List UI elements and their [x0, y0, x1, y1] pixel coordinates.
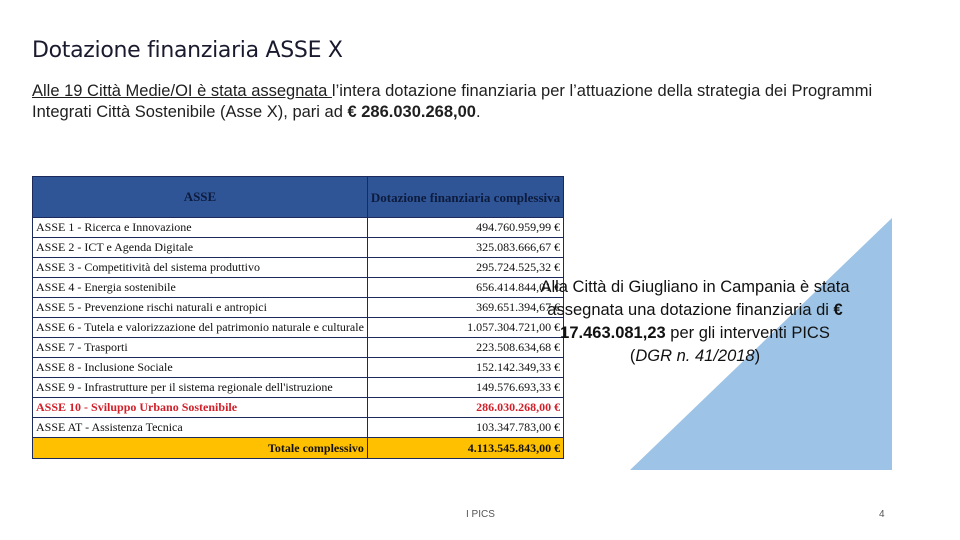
callout-text	[520, 276, 870, 368]
row-asse: ASSE 5 - Prevenzione rischi naturali e antropici	[33, 298, 368, 318]
row-value: 656.414.844,01 €	[367, 278, 563, 298]
row-value: 152.142.349,33 €	[367, 358, 563, 378]
row-asse: ASSE 10 - Sviluppo Urbano Sostenibile	[33, 398, 368, 418]
row-value: 286.030.268,00 €	[367, 398, 563, 418]
callout-line2: per gli interventi PICS	[665, 324, 830, 342]
table-row	[33, 338, 564, 358]
callout-close: )	[754, 347, 761, 365]
row-value: 103.347.783,00 €	[367, 418, 563, 438]
row-asse: ASSE 1 - Ricerca e Innovazione	[33, 218, 368, 238]
table-total-row	[33, 438, 564, 459]
row-asse: ASSE 6 - Tutela e valorizzazione del patrimonio naturale e culturale	[33, 318, 368, 338]
row-value: 223.508.634,68 €	[367, 338, 563, 358]
row-asse: ASSE AT - Assistenza Tecnica	[33, 418, 368, 438]
row-asse: ASSE 2 - ICT e Agenda Digitale	[33, 238, 368, 258]
page-number: 4	[879, 509, 885, 520]
row-asse: ASSE 9 - Infrastrutture per il sistema regionale dell'istruzione	[33, 378, 368, 398]
row-value: 325.083.666,67 €	[367, 238, 563, 258]
callout-amount: € 17.463.081,23	[560, 301, 843, 342]
table-row	[33, 218, 564, 238]
table-row	[33, 298, 564, 318]
callout-line1: Alla Città di Giugliano in Campania è stata assegnata una dotazione finanziaria di	[540, 278, 850, 319]
row-value: 295.724.525,32 €	[367, 258, 563, 278]
row-value: 149.576.693,33 €	[367, 378, 563, 398]
table-row	[33, 358, 564, 378]
row-asse: ASSE 7 - Trasporti	[33, 338, 368, 358]
row-value: 1.057.304.721,00 €	[367, 318, 563, 338]
intro-underlined: Alle 19 Città Medie/OI è stata assegnata	[32, 82, 332, 100]
table-row	[33, 378, 564, 398]
table-row	[33, 418, 564, 438]
header-asse: ASSE	[33, 177, 368, 218]
table-row-highlighted	[33, 398, 564, 418]
table-row	[33, 318, 564, 338]
row-value: 494.760.959,99 €	[367, 218, 563, 238]
allocation-table	[32, 176, 561, 459]
row-asse: ASSE 8 - Inclusione Sociale	[33, 358, 368, 378]
slide-title: Dotazione finanziaria ASSE X	[32, 38, 343, 63]
table-row	[33, 258, 564, 278]
header-dotazione: Dotazione finanziaria complessiva	[367, 177, 563, 218]
intro-amount: € 286.030.268,00	[347, 103, 476, 121]
callout-dgr: DGR n. 41/2018	[635, 347, 755, 365]
table-row	[33, 238, 564, 258]
row-asse: ASSE 4 - Energia sostenibile	[33, 278, 368, 298]
callout-open: (	[629, 347, 636, 365]
table-header-row	[33, 177, 564, 218]
total-value: 4.113.545.843,00 €	[367, 438, 563, 459]
row-value: 369.651.394,67 €	[367, 298, 563, 318]
total-label: Totale complessivo	[33, 438, 368, 459]
row-asse: ASSE 3 - Competitività del sistema produttivo	[33, 258, 368, 278]
intro-end: .	[475, 103, 481, 121]
intro-text: l’intera dotazione finanziaria per l’attuazione della strategia dei Programmi Integrati Città Sostenibile (Asse X), pari ad	[32, 82, 873, 121]
intro-paragraph	[32, 81, 932, 123]
table-row	[33, 278, 564, 298]
footer-label: I PICS	[466, 509, 495, 520]
